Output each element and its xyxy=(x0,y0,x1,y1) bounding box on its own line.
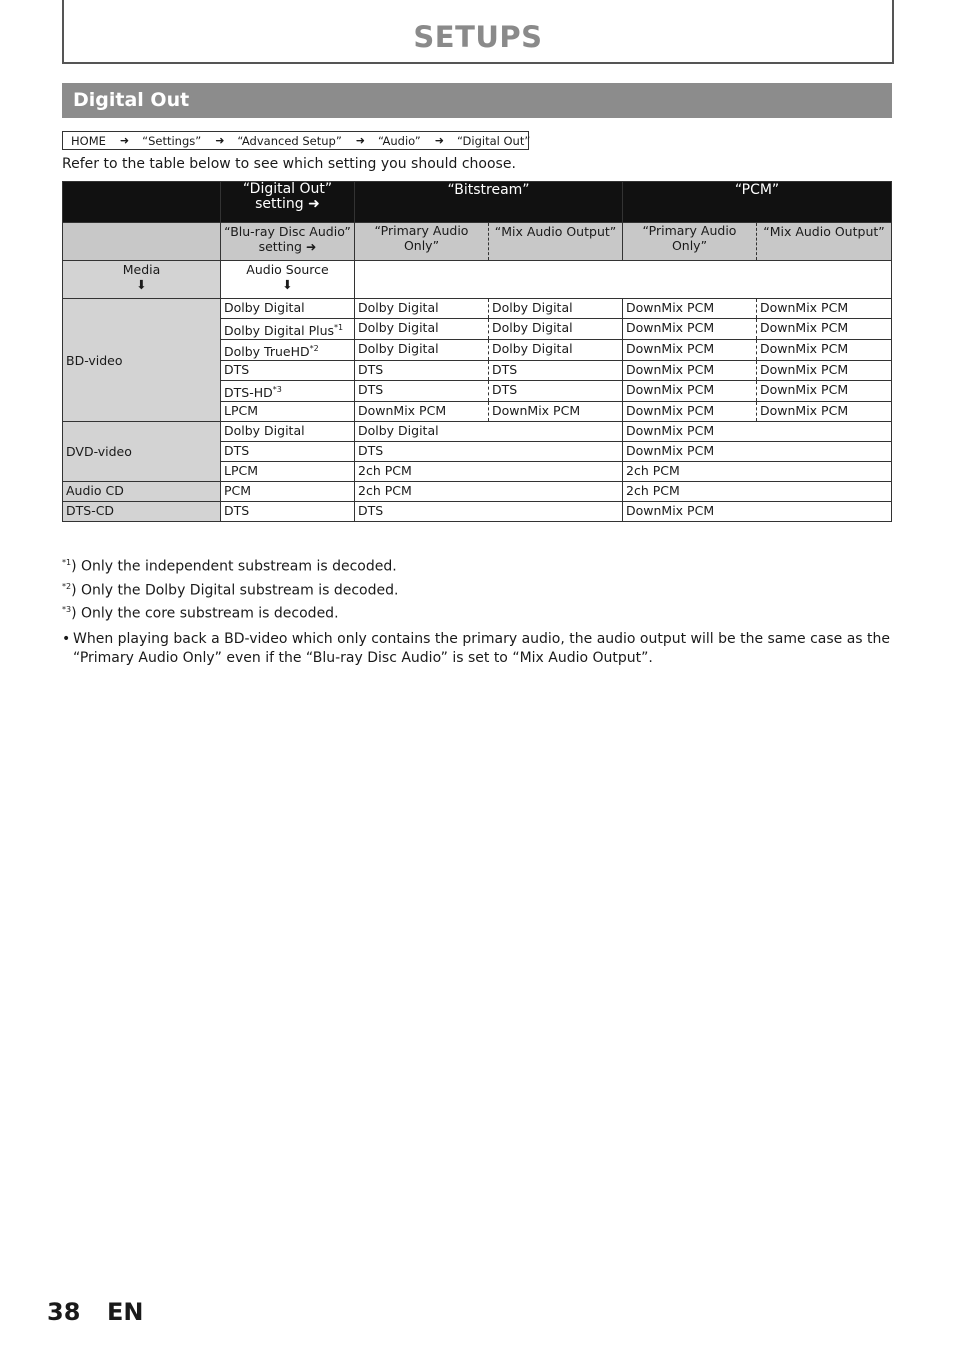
table-cell: DTS xyxy=(355,381,489,402)
footnote: $^{*2}$) Only the Dolby Digital substream is decoded. xyxy=(62,581,399,599)
table-cell: DownMix PCM xyxy=(757,381,892,402)
table-cell: 2ch PCM xyxy=(623,482,892,502)
source-cell: LPCM xyxy=(221,462,355,482)
table-row xyxy=(63,482,892,502)
table-cell: DTS xyxy=(355,442,623,462)
footnote: $^{*3}$) Only the core substream is decoded. xyxy=(62,605,339,622)
table-cell: DTS xyxy=(355,502,623,522)
table-cell: DownMix PCM xyxy=(623,502,892,522)
media-header: Media ⬇ xyxy=(63,261,221,299)
bitstream-header: “Bitstream” xyxy=(355,182,623,223)
table-cell: 2ch PCM xyxy=(355,462,623,482)
source-cell: PCM xyxy=(221,482,355,502)
table-cell: DownMix PCM xyxy=(623,381,757,402)
table-cell: 2ch PCM xyxy=(355,482,623,502)
footnotes xyxy=(62,553,398,624)
subheader-corner xyxy=(63,223,221,261)
table-cell: DownMix PCM xyxy=(623,299,757,319)
table-cell: DownMix PCM xyxy=(757,299,892,319)
table-header-row xyxy=(63,182,892,223)
pcm-primary-header: “Primary Audio Only” xyxy=(623,223,757,261)
table-cell: Dolby Digital xyxy=(355,319,489,340)
source-cell: DTS xyxy=(221,361,355,381)
breadcrumb xyxy=(62,131,529,150)
table-cell: DTS xyxy=(489,361,623,381)
table-cell: DTS xyxy=(355,361,489,381)
table-cell: Dolby Digital xyxy=(355,340,489,361)
media-bd-video: BD-video xyxy=(63,299,221,422)
note xyxy=(62,630,892,668)
section-title: Digital Out xyxy=(73,89,190,111)
page-number: 38 xyxy=(47,1298,81,1326)
table-cell: Dolby Digital xyxy=(355,422,623,442)
arrow-right-icon: ➜ xyxy=(355,134,366,147)
table-cell: DownMix PCM xyxy=(757,340,892,361)
source-cell: Dolby TrueHD$^{*2}$ xyxy=(221,340,355,361)
corner-cell xyxy=(63,182,221,223)
table-row xyxy=(63,299,892,319)
arrow-down-icon: ⬇ xyxy=(282,277,293,292)
intro-text: Refer to the table below to see which setting you should choose. xyxy=(62,156,516,172)
table-cell: DownMix PCM xyxy=(623,422,892,442)
media-dts-cd: DTS-CD xyxy=(63,502,221,522)
source-cell: DTS-HD$^{*3}$ xyxy=(221,381,355,402)
arrow-right-icon: ➜ xyxy=(434,134,444,147)
bitstream-mix-header: “Mix Audio Output” xyxy=(489,223,623,261)
table-cell: Dolby Digital xyxy=(489,319,623,340)
table-cell: Dolby Digital xyxy=(355,299,489,319)
arrow-down-icon: ⬇ xyxy=(136,277,147,292)
source-cell: Dolby Digital xyxy=(221,299,355,319)
footnote: $^{*1}$) Only the independent substream is decoded. xyxy=(62,558,397,575)
note-text: When playing back a BD-video which only contains the primary audio, the audio output will be the same case as the “Primary Audio Only” even if the “Blu-ray Disc Audio” is set to “Mix Audio Output”. xyxy=(73,631,891,666)
bullet-icon: • xyxy=(62,631,71,647)
table-cell: DownMix PCM xyxy=(623,361,757,381)
breadcrumb-item: “Digital Out” xyxy=(456,133,531,148)
table-cell: DownMix PCM xyxy=(489,402,623,422)
page-title: SETUPS xyxy=(413,20,543,54)
arrow-right-icon: ➜ xyxy=(119,134,130,147)
breadcrumb-item: “Settings” xyxy=(142,133,202,148)
source-cell: DTS xyxy=(221,502,355,522)
bluray-setting-header: “Blu-ray Disc Audio” setting ➜ xyxy=(221,223,355,261)
breadcrumb-item: “Advanced Setup” xyxy=(237,133,342,148)
table-cell: DownMix PCM xyxy=(355,402,489,422)
table-cell: DownMix PCM xyxy=(623,319,757,340)
table-cell: Dolby Digital xyxy=(489,340,623,361)
digital-out-setting-header: “Digital Out” setting ➜ xyxy=(221,182,355,223)
bitstream-primary-header: “Primary Audio Only” xyxy=(355,223,489,261)
media-dvd-video: DVD-video xyxy=(63,422,221,482)
table-row xyxy=(63,502,892,522)
source-cell: DTS xyxy=(221,442,355,462)
source-cell: Dolby Digital Plus$^{*1}$ xyxy=(221,319,355,340)
audio-source-header: Audio Source ⬇ xyxy=(221,261,355,299)
arrow-right-icon: ➜ xyxy=(215,134,225,147)
source-cell: Dolby Digital xyxy=(221,422,355,442)
table-cell: DTS xyxy=(489,381,623,402)
digital-out-table xyxy=(62,181,892,522)
table-cell: DownMix PCM xyxy=(757,361,892,381)
table-cell: DownMix PCM xyxy=(623,402,757,422)
table-cell: 2ch PCM xyxy=(623,462,892,482)
source-cell: LPCM xyxy=(221,402,355,422)
table-row xyxy=(63,422,892,442)
table-subheader-row xyxy=(63,223,892,261)
pcm-mix-header: “Mix Audio Output” xyxy=(757,223,892,261)
breadcrumb-item: “Audio” xyxy=(378,133,421,148)
blank-cell xyxy=(355,261,892,299)
section-header xyxy=(62,83,892,118)
breadcrumb-item: HOME xyxy=(71,133,106,148)
page-header xyxy=(62,0,894,64)
table-label-row xyxy=(63,261,892,299)
table-cell: DownMix PCM xyxy=(623,340,757,361)
table-cell: Dolby Digital xyxy=(489,299,623,319)
pcm-header: “PCM” xyxy=(623,182,892,223)
media-audio-cd: Audio CD xyxy=(63,482,221,502)
table-cell: DownMix PCM xyxy=(757,402,892,422)
page-language: EN xyxy=(107,1298,144,1326)
table-cell: DownMix PCM xyxy=(623,442,892,462)
table-cell: DownMix PCM xyxy=(757,319,892,340)
